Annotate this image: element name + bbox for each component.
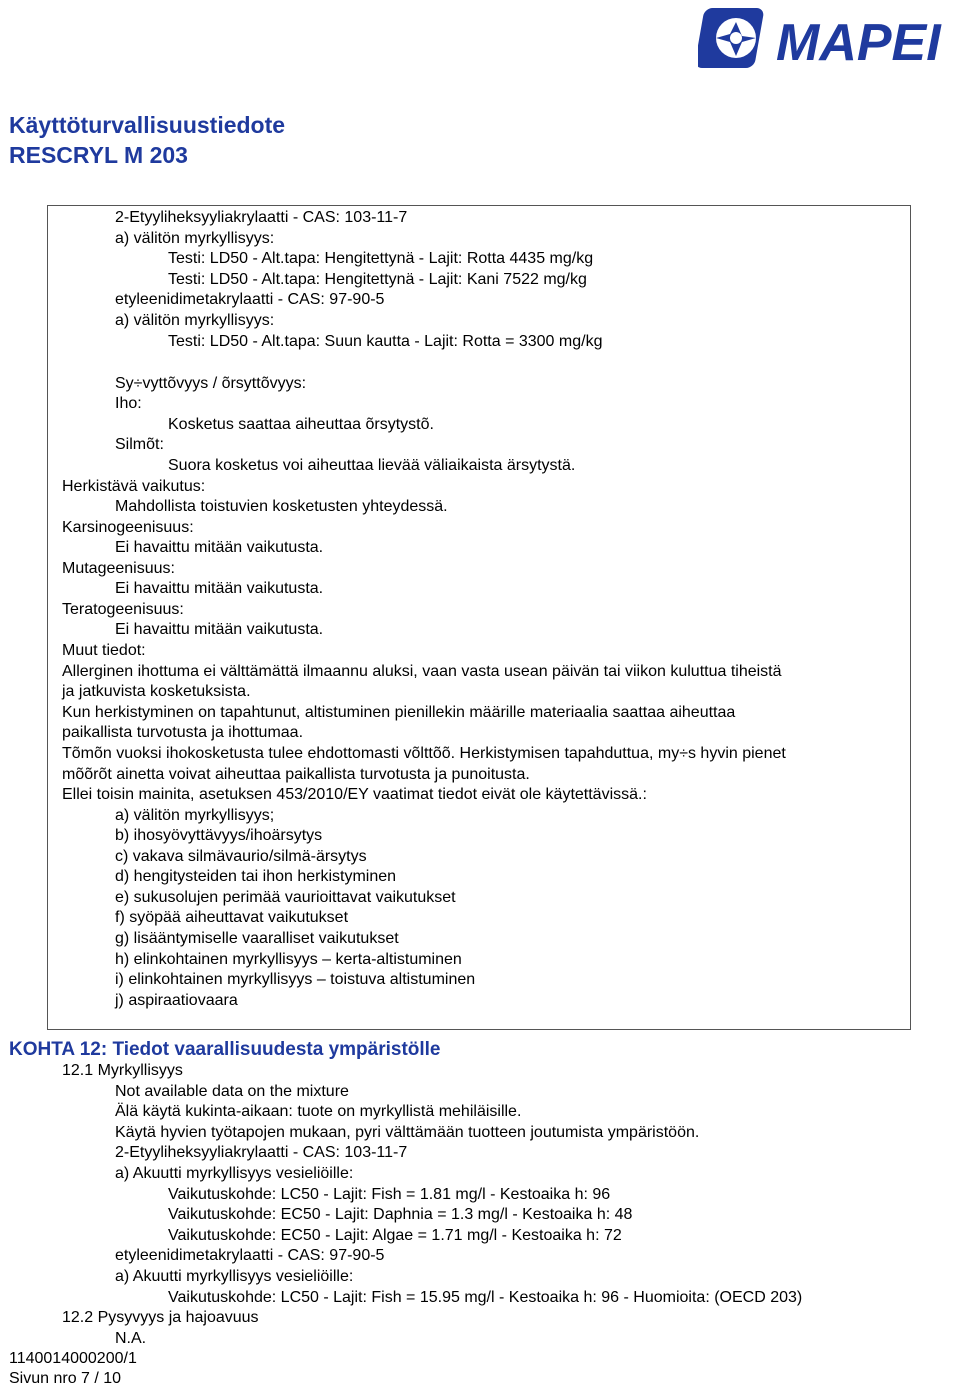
box-line: Ei havaittu mitään vaikutusta. [115,621,324,638]
section-line: Vaikutuskohde: LC50 - Lajit: Fish = 1.81 mg/l - Kestoaika h: 96 [168,1186,611,1203]
box-line: Sy÷vyttõvyys / õrsyttõvyys: [115,375,307,392]
box-line: a) välitön myrkyllisyys: [115,312,275,329]
box-line: Teratogeenisuus: [62,601,184,618]
box-line: Testi: LD50 - Alt.tapa: Suun kautta - Lajit: Rotta = 3300 mg/kg [168,333,603,350]
box-line: c) vakava silmävaurio/silmä-ärsytys [115,848,367,865]
section-line: 2-Etyyliheksyyliakrylaatti - CAS: 103-11-7 [115,1144,408,1161]
box-line: paikallista turvotusta ja ihottumaa. [62,724,304,741]
box-line: e) sukusolujen perimää vaurioittavat vaikutukset [115,889,456,906]
box-line: Tõmõn vuoksi ihokosketusta tulee ehdottomasti võlttõõ. Herkistymisen tapahduttua, my÷s hyvin pienet [62,745,786,762]
document-code: 1140014000200/1 [9,1350,137,1367]
box-line: Ellei toisin mainita, asetuksen 453/2010/EY vaatimat tiedot eivät ole käytettävissä.: [62,786,647,803]
box-line: Testi: LD50 - Alt.tapa: Hengitettynä - Lajit: Rotta 4435 mg/kg [168,250,594,267]
section-line: 12.2 Pysyvyys ja hajoavuus [62,1309,259,1326]
box-line: Suora kosketus voi aiheuttaa lievää väliaikaista ärsytystä. [168,457,576,474]
section-line: Vaikutuskohde: EC50 - Lajit: Algae = 1.71 mg/l - Kestoaika h: 72 [168,1227,622,1244]
box-line: Ei havaittu mitään vaikutusta. [115,539,324,556]
section-line: Vaikutuskohde: EC50 - Lajit: Daphnia = 1.3 mg/l - Kestoaika h: 48 [168,1206,633,1223]
mapei-logo-graphic [698,0,960,78]
mapei-logo [698,0,960,78]
section-line: Vaikutuskohde: LC50 - Lajit: Fish = 15.95 mg/l - Kestoaika h: 96 - Huomioita: (OECD 203) [168,1289,803,1306]
section-line: etyleenidimetakrylaatti - CAS: 97-90-5 [115,1247,385,1264]
box-line: b) ihosyövyttävyys/ihoärsytys [115,827,323,844]
box-line: g) lisääntymiselle vaaralliset vaikutukset [115,930,399,947]
box-line: Kun herkistyminen on tapahtunut, altistuminen pienillekin määrille materiaalia saattaa aiheuttaa [62,704,736,721]
box-line: ja jatkuvista kosketuksista. [62,683,251,700]
box-line: Kosketus saattaa aiheuttaa õrsytystõ. [168,416,434,433]
section-line: a) Akuutti myrkyllisyys vesieliöille: [115,1165,354,1182]
box-line: Iho: [115,395,142,412]
section-line: N.A. [115,1330,147,1347]
box-line: i) elinkohtainen myrkyllisyys – toistuva altistuminen [115,971,476,988]
box-line: Testi: LD50 - Alt.tapa: Hengitettynä - Lajit: Kani 7522 mg/kg [168,271,587,288]
box-line: Mahdollista toistuvien kosketusten yhteydessä. [115,498,448,515]
box-line: h) elinkohtainen myrkyllisyys – kerta-altistuminen [115,951,462,968]
section-line: Käytä hyvien työtapojen mukaan, pyri välttämään tuotteen joutumista ympäristöön. [115,1124,700,1141]
box-line: a) välitön myrkyllisyys; [115,807,275,824]
box-line: Karsinogeenisuus: [62,519,194,536]
page-number: Sivun nro 7 / 10 [9,1370,122,1387]
box-line: Allerginen ihottuma ei välttämättä ilmaannu aluksi, vaan vasta usean päivän tai viikon kuluttua tiheistä [62,663,782,680]
box-line: Herkistävä vaikutus: [62,478,206,495]
box-line: j) aspiraatiovaara [115,992,238,1009]
box-line: Muut tiedot: [62,642,146,659]
document-title: Käyttöturvallisuustiedote [9,112,286,138]
box-line: a) välitön myrkyllisyys: [115,230,275,247]
box-line: Silmõt: [115,436,164,453]
box-line: f) syöpää aiheuttavat vaikutukset [115,909,349,926]
box-line: mõõrõt ainetta voivat aiheuttaa paikallista turvotusta ja punoitusta. [62,766,530,783]
mapei-wordmark: MAPEI [776,14,941,72]
section-line: 12.1 Myrkyllisyys [62,1062,183,1079]
box-line: Ei havaittu mitään vaikutusta. [115,580,324,597]
box-line: Mutageenisuus: [62,560,175,577]
box-line: 2-Etyyliheksyyliakrylaatti - CAS: 103-11-7 [115,209,408,226]
box-line: d) hengitysteiden tai ihon herkistyminen [115,868,397,885]
section-line: Not available data on the mixture [115,1083,349,1100]
section-12-heading: KOHTA 12: Tiedot vaarallisuudesta ympäristölle [9,1039,441,1060]
mapei-emblem-icon [698,8,765,68]
box-line: etyleenidimetakrylaatti - CAS: 97-90-5 [115,291,385,308]
section-line: a) Akuutti myrkyllisyys vesieliöille: [115,1268,354,1285]
product-name: RESCRYL M 203 [9,142,188,168]
section-line: Älä käytä kukinta-aikaan: tuote on myrkyllistä mehiläisille. [115,1103,522,1120]
